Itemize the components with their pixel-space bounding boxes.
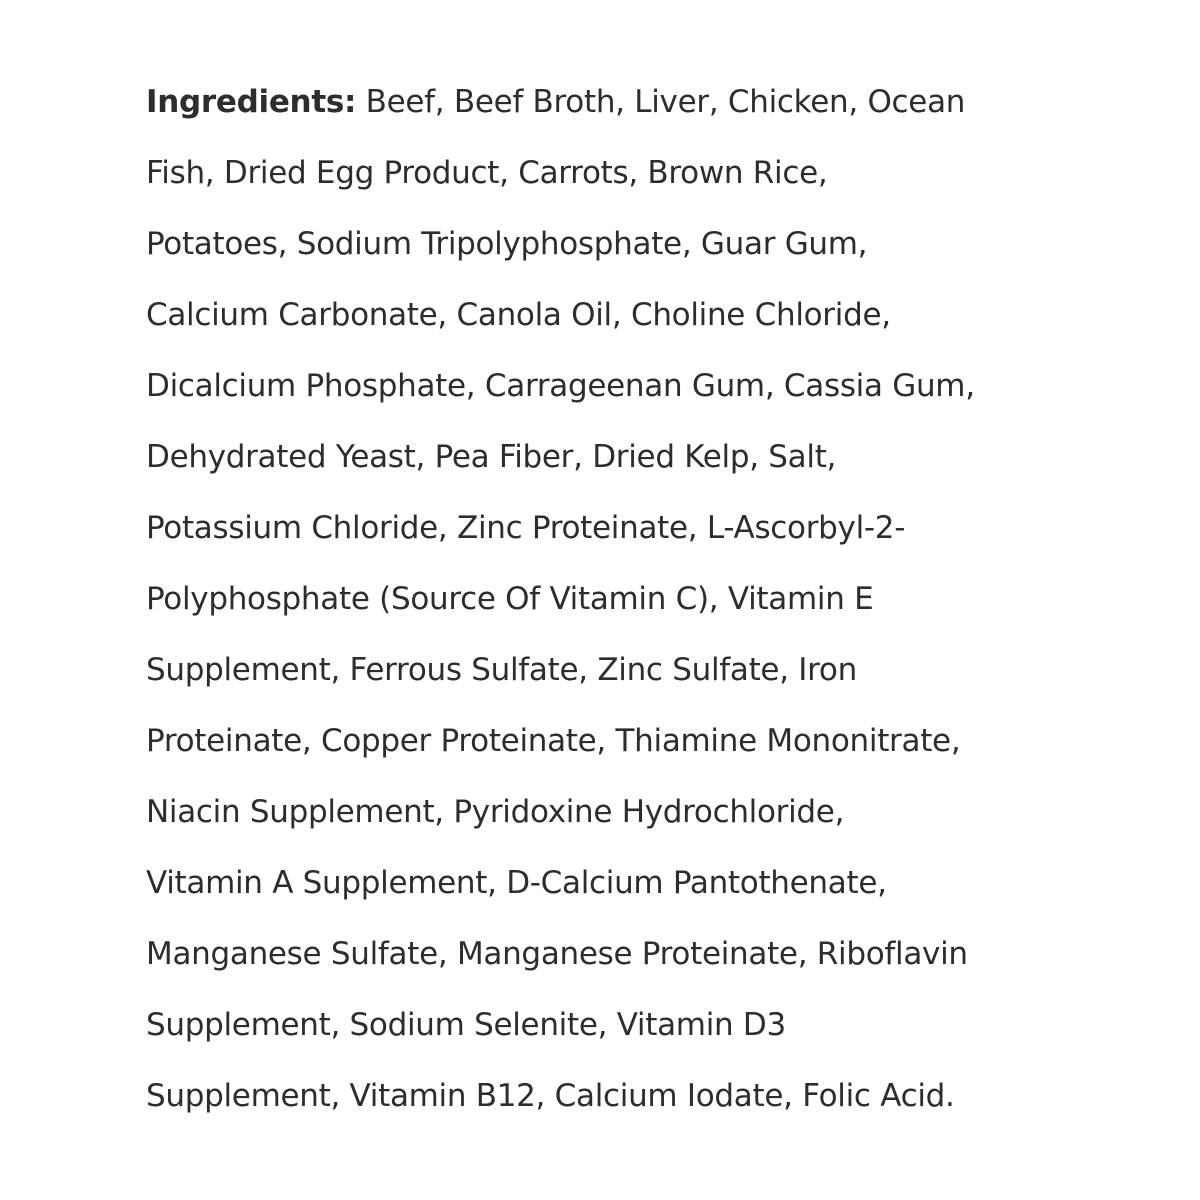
ingredients-line-14: Supplement, Sodium Selenite, Vitamin D3 [146,1007,786,1043]
ingredients-line-8: Polyphosphate (Source Of Vitamin C), Vitamin E [146,581,874,617]
ingredients-line-15: Supplement, Vitamin B12, Calcium Iodate, Folic Acid. [146,1078,955,1114]
ingredients-line-2: Fish, Dried Egg Product, Carrots, Brown Rice, [146,155,828,191]
ingredients-line-13: Manganese Sulfate, Manganese Proteinate, Riboflavin [146,936,968,972]
ingredients-line-12: Vitamin A Supplement, D-Calcium Pantothenate, [146,865,887,901]
ingredients-text-block [146,67,1106,1132]
ingredients-line-7: Potassium Chloride, Zinc Proteinate, L-Ascorbyl-2- [146,510,906,546]
ingredients-line-11: Niacin Supplement, Pyridoxine Hydrochloride, [146,794,845,830]
ingredients-line-text: Beef, Beef Broth, Liver, Chicken, Ocean [356,84,966,120]
ingredients-line-4: Calcium Carbonate, Canola Oil, Choline Chloride, [146,297,891,333]
ingredients-line-10: Proteinate, Copper Proteinate, Thiamine Mononitrate, [146,723,961,759]
ingredients-line-1 [146,67,1106,138]
ingredients-line-9: Supplement, Ferrous Sulfate, Zinc Sulfate, Iron [146,652,857,688]
ingredients-line-5: Dicalcium Phosphate, Carrageenan Gum, Cassia Gum, [146,368,975,404]
ingredients-line-6: Dehydrated Yeast, Pea Fiber, Dried Kelp, Salt, [146,439,837,475]
ingredients-label: Ingredients: [146,84,357,120]
ingredients-line-3: Potatoes, Sodium Tripolyphosphate, Guar Gum, [146,226,868,262]
